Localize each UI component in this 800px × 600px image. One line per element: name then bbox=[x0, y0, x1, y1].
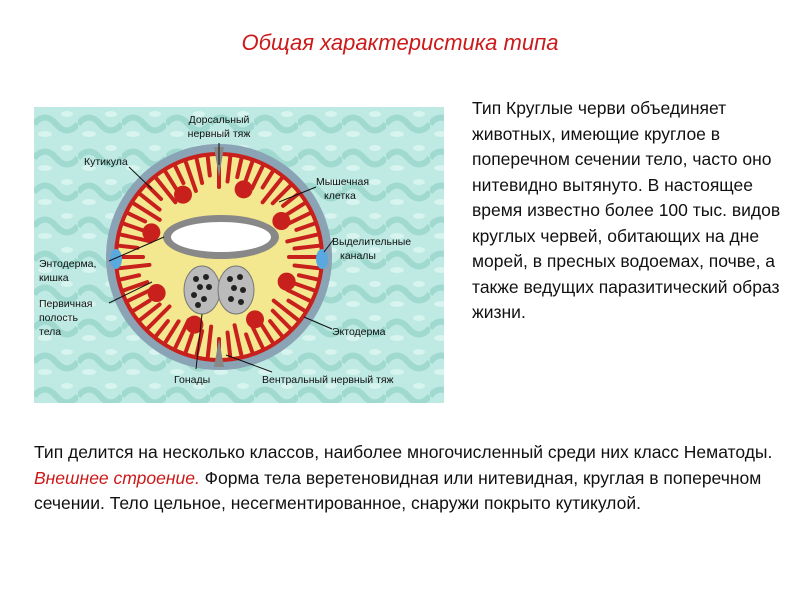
label-dorsal-2: нервный тяж bbox=[187, 128, 251, 140]
muscle-cell bbox=[174, 186, 192, 204]
external-structure-text: Форма тела веретеновидная или нитевидная, круглая в поперечном сечении. Тело цельное, несегментированное, снаружи покрыто кутикулой. bbox=[34, 467, 762, 513]
muscle-fiber bbox=[119, 246, 138, 248]
muscle-fiber bbox=[208, 157, 210, 176]
excretory-canal-right bbox=[316, 249, 328, 269]
external-structure-heading: Внешнее строение. bbox=[34, 467, 200, 488]
side-description: Тип Круглые черви объединяет животных, имеющие круглое в поперечном сечении тело, часто оно нитевидно вытянуто. В настоящее время известно более 100 тыс. видов круглых червей, обитающих на дне морей, в пресных водоемах, почве, а также ведущих паразитический образ жизни. bbox=[472, 98, 781, 322]
muscle-cell bbox=[142, 223, 160, 241]
label-cuticle: Кутикула bbox=[84, 156, 128, 168]
label-cavity-3: тела bbox=[39, 326, 62, 338]
label-ectoderm: Эктодерма bbox=[332, 326, 386, 338]
label-muscle-2: клетка bbox=[324, 190, 356, 202]
muscle-cell bbox=[278, 273, 296, 291]
label-gonads: Гонады bbox=[174, 374, 211, 386]
label-endoderm-2: кишка bbox=[39, 272, 69, 284]
excretory-canal-left bbox=[110, 249, 122, 269]
muscle-cell bbox=[148, 284, 166, 302]
label-endoderm-1: Энтодерма, bbox=[39, 258, 97, 270]
roundworm-cross-section-diagram bbox=[34, 107, 444, 403]
muscle-fiber bbox=[295, 246, 320, 249]
bottom-description bbox=[34, 440, 774, 517]
muscle-cell bbox=[235, 180, 253, 198]
label-cavity-1: Первичная bbox=[39, 298, 93, 310]
intestine-lumen bbox=[171, 222, 271, 252]
label-muscle-1: Мышечная bbox=[316, 176, 370, 188]
muscle-fiber bbox=[228, 333, 231, 358]
muscle-cell bbox=[272, 212, 290, 230]
label-excretory-2: каналы bbox=[340, 250, 376, 262]
label-cavity-2: полость bbox=[39, 312, 78, 324]
muscle-fiber bbox=[228, 157, 231, 182]
label-excretory-1: Выделительные bbox=[332, 236, 412, 248]
slide-title: Общая характеристика типа bbox=[241, 30, 559, 55]
muscle-cell bbox=[246, 310, 264, 328]
classes-text: Тип делится на несколько классов, наиболее многочисленный среди них класс Нематоды. bbox=[34, 442, 773, 462]
gonad-left bbox=[184, 266, 220, 314]
muscle-fiber bbox=[295, 266, 320, 269]
label-dorsal-1: Дорсальный bbox=[188, 114, 250, 126]
label-ventral: Вентральный нервный тяж bbox=[262, 374, 394, 386]
